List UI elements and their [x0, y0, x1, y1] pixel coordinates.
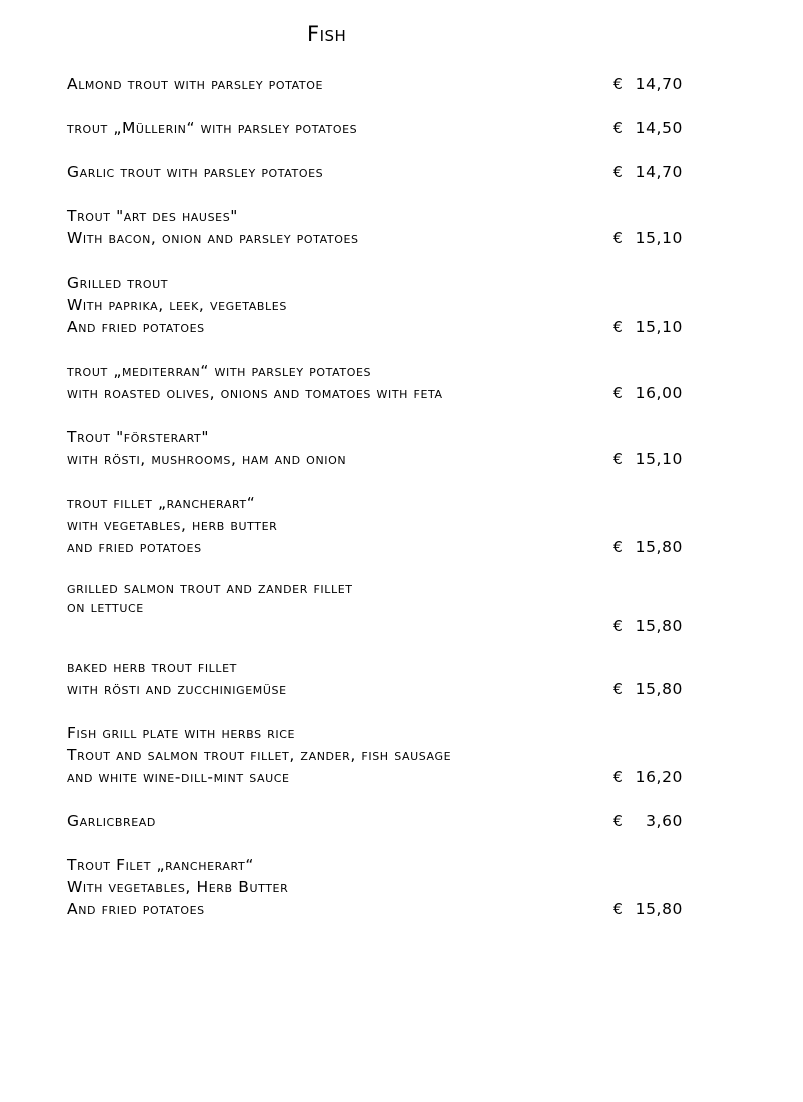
menu-item	[67, 810, 687, 832]
menu-item	[67, 492, 687, 558]
menu-item	[67, 426, 687, 470]
price-amount: 15,80	[635, 538, 683, 556]
item-price	[613, 316, 683, 338]
price-currency: €	[613, 617, 624, 635]
price-currency: €	[613, 680, 624, 698]
item-line: Trout and salmon trout fillet, zander, fish sausage	[67, 746, 452, 764]
menu-item	[67, 577, 687, 635]
item-price	[613, 382, 683, 404]
price-currency: €	[613, 229, 624, 247]
price-amount: 14,70	[635, 163, 683, 181]
price-currency: €	[613, 384, 624, 402]
item-line: Trout Filet „rancherart“	[67, 856, 254, 874]
menu-item	[67, 205, 687, 249]
item-line: trout „mediterran“ with parsley potatoes	[67, 362, 372, 380]
menu-item	[67, 360, 687, 404]
item-line: With vegetables, Herb Butter	[67, 878, 289, 896]
price-amount: 15,10	[635, 450, 683, 468]
price-currency: €	[613, 450, 624, 468]
price-amount: 14,50	[635, 119, 683, 137]
item-line: and white wine-dill-mint sauce	[67, 768, 290, 786]
item-line: Grilled trout	[67, 274, 169, 292]
page-title: Fish	[307, 22, 347, 46]
price-currency: €	[613, 318, 624, 336]
price-amount: 3,60	[646, 812, 683, 830]
item-line: Trout "försterart"	[67, 428, 210, 446]
item-line: With bacon, onion and parsley potatoes	[67, 229, 359, 247]
menu-item	[67, 161, 687, 183]
item-line: With paprika, leek, vegetables	[67, 296, 287, 314]
menu-item	[67, 854, 687, 920]
menu-item	[67, 722, 687, 788]
item-line: Almond trout with parsley potatoe	[67, 75, 324, 93]
item-line: Fish grill plate with herbs rice	[67, 724, 296, 742]
price-amount: 16,20	[635, 768, 683, 786]
item-line: with roasted olives, onions and tomatoes with feta	[67, 384, 443, 402]
price-currency: €	[613, 900, 624, 918]
item-price	[613, 117, 683, 139]
price-amount: 15,80	[635, 617, 683, 635]
item-price	[613, 161, 683, 183]
item-price	[613, 810, 683, 832]
item-price	[613, 678, 683, 700]
item-line: And fried potatoes	[67, 900, 205, 918]
item-line: Garlicbread	[67, 812, 156, 830]
item-price	[613, 73, 683, 95]
price-amount: 15,80	[635, 680, 683, 698]
item-line: trout fillet „rancherart“	[67, 494, 256, 512]
item-line: on lettuce	[67, 598, 144, 616]
price-amount: 15,10	[635, 229, 683, 247]
price-amount: 15,10	[635, 318, 683, 336]
item-line: grilled salmon trout and zander fillet	[67, 579, 353, 597]
item-line: Trout "art des hauses"	[67, 207, 239, 225]
price-amount: 14,70	[635, 75, 683, 93]
item-price	[613, 448, 683, 470]
item-line: trout „Müllerin“ with parsley potatoes	[67, 119, 358, 137]
item-line: Garlic trout with parsley potatoes	[67, 163, 324, 181]
menu-item	[67, 117, 687, 139]
item-price	[613, 536, 683, 558]
menu-item	[67, 272, 687, 338]
item-price	[613, 898, 683, 920]
item-price	[613, 615, 683, 637]
menu-item	[67, 73, 687, 95]
item-line: baked herb trout fillet	[67, 658, 237, 676]
item-line: And fried potatoes	[67, 318, 205, 336]
price-amount: 15,80	[635, 900, 683, 918]
menu-item	[67, 656, 687, 700]
item-line: with vegetables, herb butter	[67, 516, 278, 534]
item-price	[613, 227, 683, 249]
item-price	[613, 766, 683, 788]
item-line: with rösti and zucchinigemüse	[67, 680, 287, 698]
price-currency: €	[613, 538, 624, 556]
price-currency: €	[613, 768, 624, 786]
price-currency: €	[613, 812, 624, 830]
price-amount: 16,00	[635, 384, 683, 402]
price-currency: €	[613, 119, 624, 137]
item-line: with rösti, mushrooms, ham and onion	[67, 450, 347, 468]
price-currency: €	[613, 163, 624, 181]
item-line: and fried potatoes	[67, 538, 202, 556]
price-currency: €	[613, 75, 624, 93]
